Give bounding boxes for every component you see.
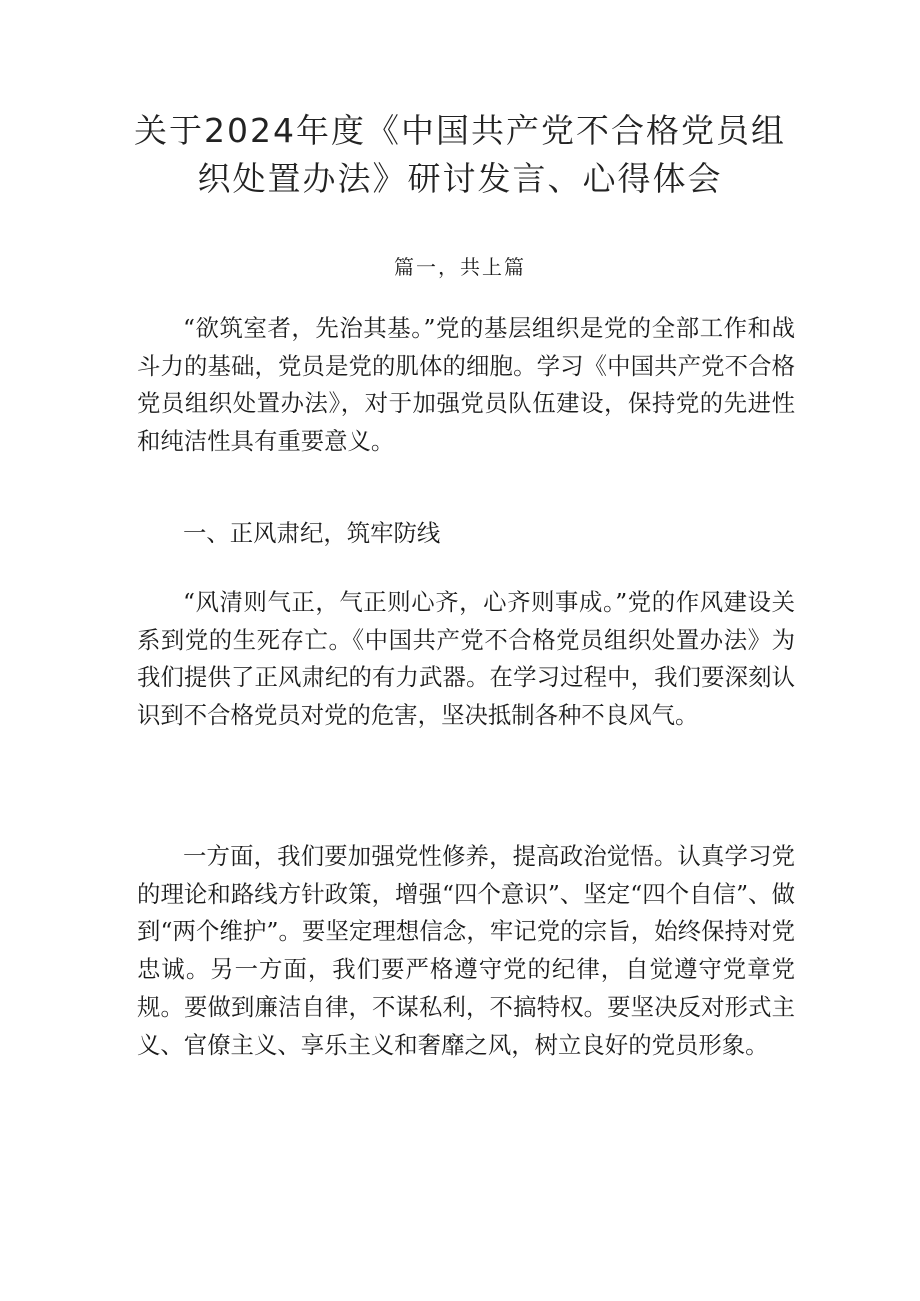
paragraph-party-discipline: 一方面，我们要加强党性修养，提高政治觉悟。认真学习党的理论和路线方针政策，增强“四个意识”、坚定“四个自信”、做到“两个维护”。要坚定理想信念，牢记党的宗旨，始终保持对党忠诚。另一方面，我们要严格遵守党的纪律，自觉遵守党章党规。要做到廉洁自律，不谋私利，不搞特权。要坚决反对形式主义、官僚主义、享乐主义和奢靡之风，树立良好的党员形象。: [137, 842, 795, 1059]
paragraph-intro: “欲筑室者，先治其基。”党的基层组织是党的全部工作和战斗力的基础，党员是党的肌体的细胞。学习《中国共产党不合格党员组织处置办法》，对于加强党员队伍建设，保持党的先进性和纯洁性具有重要意义。: [137, 314, 795, 456]
document-title-line-1: 关于2024年度《中国共产党不合格党员组: [134, 111, 786, 150]
section-title: 篇一，共上篇: [394, 255, 526, 279]
paragraph-style-building: “风清则气正，气正则心齐，心齐则事成。”党的作风建设关系到党的生死存亡。《中国共产党不合格党员组织处置办法》为我们提供了正风肃纪的有力武器。在学习过程中，我们要深刻认识到不合格党员对党的危害，坚决抵制各种不良风气。: [137, 588, 795, 730]
heading-section-1: 一、正风肃纪，筑牢防线: [183, 519, 441, 547]
document-title-line-2: 织处置办法》研讨发言、心得体会: [197, 159, 723, 198]
